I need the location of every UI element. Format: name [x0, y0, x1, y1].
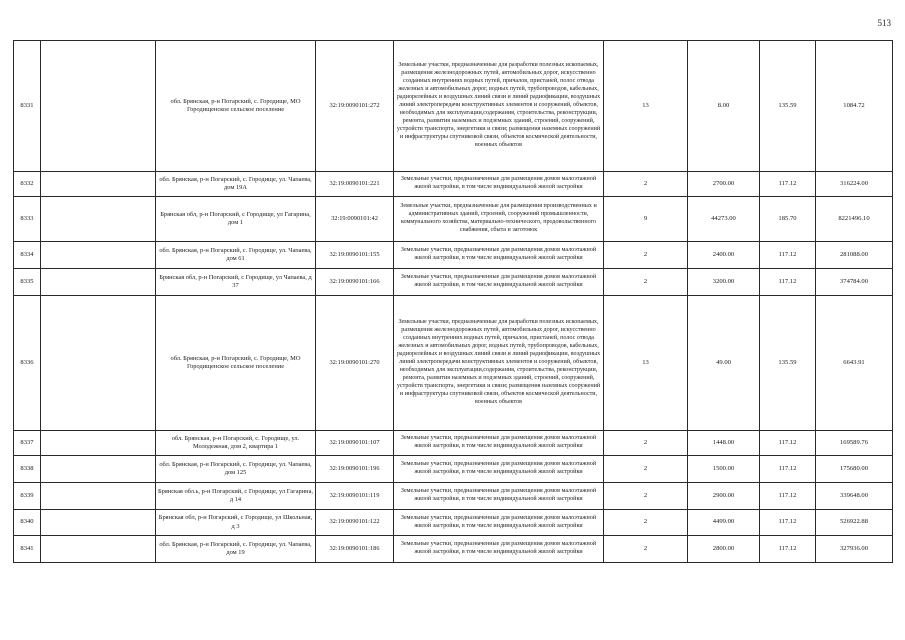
group-code-cell: 2: [604, 456, 688, 483]
address-cell: обл. Брянская, р-н Погарский, с. Городище, ул. Чапаева, дом 19А: [156, 172, 316, 197]
row-number: 8338: [14, 456, 41, 483]
cadastral-value-cell: 281088.00: [816, 242, 893, 269]
area-cell: 1448.00: [688, 431, 760, 456]
address-cell: обл. Брянская, р-н Погарский, с. Городище, ул. Чапаева, дом 61: [156, 242, 316, 269]
row-number: 8341: [14, 536, 41, 563]
area-cell: 3200.00: [688, 269, 760, 296]
land-purpose-cell: Земельные участки, предназначенные для размещения домов малоэтажной жилой застройки, в том числе индивидуальной жилой застройки: [394, 483, 604, 510]
address-cell: Брянская обл.ь, р-н Погарский, с Городище, ул Гагарина, д 14: [156, 483, 316, 510]
land-purpose-cell: Земельные участки, предназначенные для размещения домов малоэтажной жилой застройки, в том числе индивидуальной жилой застройки: [394, 536, 604, 563]
cadastral-number-cell: 32:19:0090101:119: [316, 483, 394, 510]
address-cell: обл. Брянская, р-н Погарский, с. Городище, МО Городищенское сельское поселение: [156, 296, 316, 431]
group-code-cell: 2: [604, 536, 688, 563]
row-number: 8337: [14, 431, 41, 456]
cadastral-number-cell: 32:19:0090101:186: [316, 536, 394, 563]
group-code-cell: 2: [604, 269, 688, 296]
area-cell: 44273.00: [688, 197, 760, 242]
land-purpose-cell: Земельные участки, предназначенные для размещения домов малоэтажной жилой застройки, в том числе индивидуальной жилой застройки: [394, 510, 604, 536]
area-cell: 2700.00: [688, 172, 760, 197]
address-cell: Брянская обл, р-н Погарский, с Городище, ул Школьная, д 3: [156, 510, 316, 536]
area-cell: 1500.00: [688, 456, 760, 483]
cadastral-value-table: [13, 40, 893, 563]
cadastral-value-cell: 175680.00: [816, 456, 893, 483]
cadastral-number-cell: 32:19:0090101:122: [316, 510, 394, 536]
land-purpose-cell: Земельные участки, предназначенные для разработки полезных ископаемых, размещения железнодорожных путей, автомобильных дорог, искусственно созданных внутренних водных путей, причалов, пристаней, полос отвода железных и автомобильных дорог, водных путей, трубопроводов, кабельных, радиорелейных и воздушных линий связи и линий радиофикации, воздушных линий электропередачи конструктивных элементов и сооружений, объектов, необходимых для эксплуатации,содержания, строительства, реконструкции, ремонта, развития наземных и подземных зданий, строений, сооружений, устройств транспорта, энергетики и связи; размещения наземных сооружений и инфраструктуры спутниковой связи, объектов космической деятельности, военных объектов: [394, 296, 604, 431]
table-row: [14, 483, 893, 510]
table-row: [14, 510, 893, 536]
cadastral-number-cell: 32:19:0090101:155: [316, 242, 394, 269]
empty-cell: [41, 172, 156, 197]
cadastral-number-cell: 32:19:0090101:107: [316, 431, 394, 456]
address-cell: обл. Брянская, р-н Погарский, с. Городище, ул. Чапаева, дом 19: [156, 536, 316, 563]
address-cell: Брянская обл, р-н Погарский, с Городище, ул Гагарина, дом 1: [156, 197, 316, 242]
area-cell: 49.00: [688, 296, 760, 431]
group-code-cell: 2: [604, 172, 688, 197]
cadastral-number-cell: 32:19:0090101:221: [316, 172, 394, 197]
cadastral-number-cell: 32:19:0090101:272: [316, 41, 394, 172]
empty-cell: [41, 536, 156, 563]
table-row: [14, 172, 893, 197]
specific-value-cell: 117.12: [760, 172, 816, 197]
specific-value-cell: 117.12: [760, 510, 816, 536]
specific-value-cell: 135.59: [760, 41, 816, 172]
group-code-cell: 13: [604, 41, 688, 172]
empty-cell: [41, 431, 156, 456]
cadastral-value-cell: 1084.72: [816, 41, 893, 172]
specific-value-cell: 117.12: [760, 242, 816, 269]
area-cell: 2800.00: [688, 536, 760, 563]
cadastral-number-cell: 32:19:0090101:42: [316, 197, 394, 242]
area-cell: 4499.00: [688, 510, 760, 536]
table-row: [14, 41, 893, 172]
row-number: 8340: [14, 510, 41, 536]
cadastral-value-cell: 8221496.10: [816, 197, 893, 242]
land-purpose-cell: Земельные участки, предназначенные для размещения домов малоэтажной жилой застройки, в том числе индивидуальной жилой застройки: [394, 242, 604, 269]
empty-cell: [41, 296, 156, 431]
empty-cell: [41, 242, 156, 269]
land-purpose-cell: Земельные участки, предназначенные для размещения домов малоэтажной жилой застройки, в том числе индивидуальной жилой застройки: [394, 172, 604, 197]
land-purpose-cell: Земельные участки, предназначенные для размещения домов малоэтажной жилой застройки, в том числе индивидуальной жилой застройки: [394, 431, 604, 456]
area-cell: 2400.00: [688, 242, 760, 269]
address-cell: Брянская обл, р-н Погарский, с Городище, ул Чапаева, д 37: [156, 269, 316, 296]
address-cell: обл. Брянская, р-н Погарский, с. Городище, ул. Чапаева, дом 125: [156, 456, 316, 483]
specific-value-cell: 117.12: [760, 456, 816, 483]
empty-cell: [41, 510, 156, 536]
table-row: [14, 456, 893, 483]
cadastral-value-cell: 374784.00: [816, 269, 893, 296]
table-row: [14, 536, 893, 563]
row-number: 8336: [14, 296, 41, 431]
cadastral-number-cell: 32:19:0090101:196: [316, 456, 394, 483]
cadastral-number-cell: 32:19:0090101:270: [316, 296, 394, 431]
group-code-cell: 2: [604, 510, 688, 536]
row-number: 8334: [14, 242, 41, 269]
address-cell: обл. Брянская, р-н Погарский, с. Городище, МО Городищенское сельское поселение: [156, 41, 316, 172]
specific-value-cell: 185.70: [760, 197, 816, 242]
group-code-cell: 2: [604, 483, 688, 510]
row-number: 8332: [14, 172, 41, 197]
cadastral-value-cell: 526922.88: [816, 510, 893, 536]
specific-value-cell: 135.59: [760, 296, 816, 431]
cadastral-value-cell: 339648.00: [816, 483, 893, 510]
cadastral-value-cell: 327936.00: [816, 536, 893, 563]
table-row: [14, 431, 893, 456]
empty-cell: [41, 41, 156, 172]
row-number: 8333: [14, 197, 41, 242]
empty-cell: [41, 456, 156, 483]
area-cell: 2900.00: [688, 483, 760, 510]
land-purpose-cell: Земельные участки, предназначенные для разработки полезных ископаемых, размещения железнодорожных путей, автомобильных дорог, искусственно созданных внутренних водных путей, причалов, пристаней, полос отвода железных и автомобильных дорог, водных путей, трубопроводов, кабельных, радиорелейных и воздушных линий связи и линий радиофикации, воздушных линий электропередачи конструктивных элементов и сооружений, объектов, необходимых для эксплуатации,содержания, строительства, реконструкции, ремонта, развития наземных и подземных зданий, строений, сооружений, устройств транспорта, энергетики и связи; размещения наземных сооружений и инфраструктуры спутниковой связи, объектов космической деятельности, военных объектов: [394, 41, 604, 172]
row-number: 8339: [14, 483, 41, 510]
cadastral-value-cell: 6643.91: [816, 296, 893, 431]
specific-value-cell: 117.12: [760, 269, 816, 296]
specific-value-cell: 117.12: [760, 431, 816, 456]
empty-cell: [41, 197, 156, 242]
area-cell: 8.00: [688, 41, 760, 172]
table-row: [14, 197, 893, 242]
land-purpose-cell: Земельные участки, предназначенные для размещения домов малоэтажной жилой застройки, в том числе индивидуальной жилой застройки: [394, 456, 604, 483]
empty-cell: [41, 269, 156, 296]
cadastral-value-cell: 169589.76: [816, 431, 893, 456]
land-purpose-cell: Земельные участки, предназначенные для размещения производственных и административных зданий, строений, сооружений промышленности, коммунального хозяйства, материально-технического, продовольственного снабжения, сбыта и заготовок: [394, 197, 604, 242]
group-code-cell: 9: [604, 197, 688, 242]
empty-cell: [41, 483, 156, 510]
group-code-cell: 2: [604, 242, 688, 269]
page-number: 513: [877, 18, 891, 28]
row-number: 8331: [14, 41, 41, 172]
table-row: [14, 269, 893, 296]
cadastral-value-cell: 316224.00: [816, 172, 893, 197]
group-code-cell: 2: [604, 431, 688, 456]
land-purpose-cell: Земельные участки, предназначенные для размещения домов малоэтажной жилой застройки, в том числе индивидуальной жилой застройки: [394, 269, 604, 296]
table-row: [14, 296, 893, 431]
specific-value-cell: 117.12: [760, 536, 816, 563]
table-row: [14, 242, 893, 269]
address-cell: обл. Брянская, р-н Погарский, с. Городище, ул. Молодежная, дом 2, квартира 1: [156, 431, 316, 456]
group-code-cell: 13: [604, 296, 688, 431]
cadastral-number-cell: 32:19:0090101:166: [316, 269, 394, 296]
row-number: 8335: [14, 269, 41, 296]
specific-value-cell: 117.12: [760, 483, 816, 510]
